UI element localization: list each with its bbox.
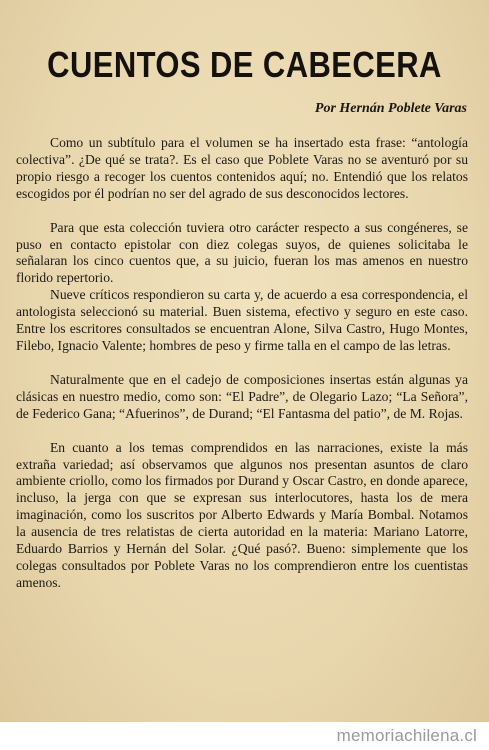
article-paragraph-4: Naturalmente que en el cadejo de composiciones insertas están algunas ya clásicas en nuestro medio, como son: “El Padre”, de Olegario Lazo; “La Señora”, de Federico Gana; “Afuerinos”, de Durand; “El Fantasma del patio”, de M. Rojas.	[16, 371, 468, 421]
article-paragraph-3: Nueve críticos respondieron su carta y, de acuerdo a esa correspondencia, el antologista seleccionó su material. Buen sistema, efectivo y seguro en este caso. Entre los escritores consultados se encuentran Alone, Silva Castro, Hugo Montes, Filebo, Ignacio Valente; hombres de peso y firme talla en el campo de las letras.	[16, 287, 468, 353]
watermark-text: memoriachilena.cl	[336, 726, 477, 745]
article-title: CUENTOS DE CABECERA	[47, 44, 442, 85]
article-byline: Por Hernán Poblete Varas	[314, 101, 467, 116]
article-paragraph-5: En cuanto a los temas comprendidos en las narraciones, existe la más extraña variedad; así observamos que algunos nos presentan asuntos de claro ambiente criollo, como los firmados por Durand y Oscar Castro, en donde aparece, incluso, la jerga con que se expresan sus interlocutores, hasta los de mera imaginación, como los suscritos por Alberto Edwards y María Bombal. Notamos la ausencia de tres relatistas de cierta autoridad en la materia: Mariano Latorre, Eduardo Barrios y Hernán del Solar. ¿Qué pasó?. Bueno: simplemente que los colegas consultados por Poblete Varas no los comprendieron entre los cuentistas amenos.	[16, 439, 468, 590]
article-paragraph-1: Como un subtítulo para el volumen se ha insertado esta frase: “antología colectiva”. ¿De qué se trata?. Es el caso que Poblete Varas no se aventuró por su propio riesgo a recoger los cuentos contenidos aquí; no. Entendió que los relatos escogidos por él podrían no ser del agrado de sus desconocidos lectores.	[16, 135, 468, 201]
watermark-bar	[0, 722, 489, 750]
article-body	[16, 135, 468, 592]
article-paragraph-2: Para que esta colección tuviera otro carácter respecto a sus congéneres, se puso en contacto epistolar con diez colegas suyos, de quienes solicitaba le señalaran los cinco cuentos que, a su juicio, fueran los mas amenos en nuestro florido repertorio.	[16, 219, 468, 286]
